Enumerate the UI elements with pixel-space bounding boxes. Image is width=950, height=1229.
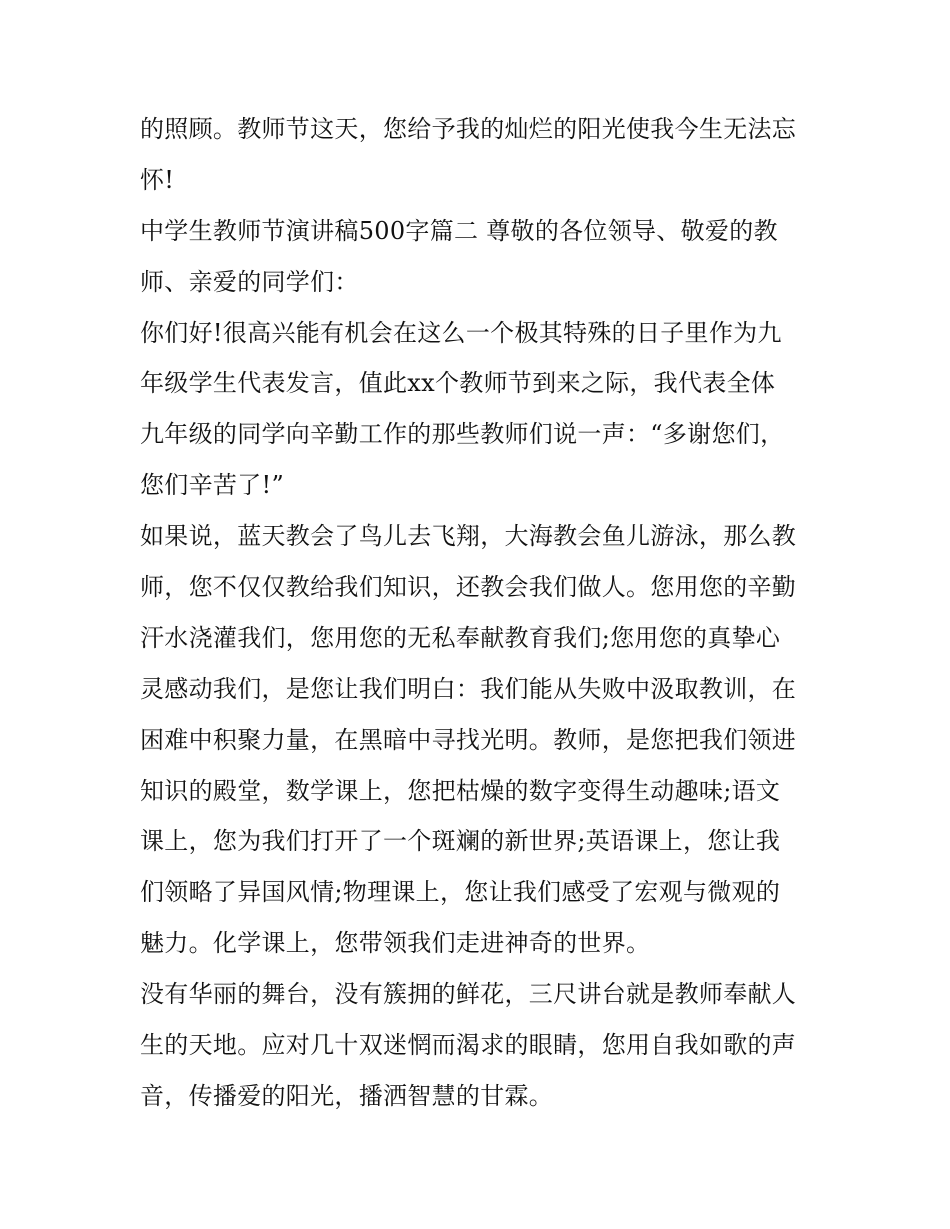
text-line: 灵感动我们，是您让我们明白：我们能从失败中汲取教训，在	[140, 674, 797, 703]
text-line: 汗水浇灌我们，您用您的无私奉献教育我们;您用您的真挚心	[140, 623, 781, 652]
text-line: 您们辛苦了!”	[140, 471, 285, 500]
text-line: 们领略了异国风情;物理课上，您让我们感受了宏观与微观的	[140, 878, 781, 907]
text-line: 师、亲爱的同学们：	[140, 267, 359, 296]
text-line: 困难中积聚力量，在黑暗中寻找光明。教师，是您把我们领进	[140, 725, 797, 754]
text-line: 如果说，蓝天教会了鸟儿去飞翔，大海教会鱼儿游泳，那么教	[140, 522, 797, 551]
text-line: 怀!	[140, 165, 175, 194]
text-line: 你们好!很高兴能有机会在这么一个极其特殊的日子里作为九	[140, 318, 782, 347]
text-line: 的照顾。教师节这天，您给予我的灿烂的阳光使我今生无法忘	[140, 115, 797, 143]
document-body	[140, 104, 820, 1122]
text-line: 没有华丽的舞台，没有簇拥的鲜花，三尺讲台就是教师奉献人	[140, 980, 797, 1009]
text-line: 年级学生代表发言，值此xx个教师节到来之际，我代表全体	[140, 369, 776, 398]
text-line: 生的天地。应对几十双迷惘而渴求的眼睛，您用自我如歌的声	[140, 1031, 797, 1060]
text-line: 课上，您为我们打开了一个斑斓的新世界;英语课上，您让我	[140, 827, 781, 856]
text-line: 知识的殿堂，数学课上，您把枯燥的数字变得生动趣味;语文	[140, 776, 781, 805]
text-line: 魅力。化学课上，您带领我们走进神奇的世界。	[140, 929, 651, 958]
text-line: 九年级的同学向辛勤工作的那些教师们说一声：“多谢您们，	[140, 420, 785, 449]
text-line: 师，您不仅仅教给我们知识，还教会我们做人。您用您的辛勤	[140, 573, 797, 602]
text-line: 音，传播爱的阳光，播洒智慧的甘霖。	[140, 1081, 554, 1110]
section-heading-line: 中学生教师节演讲稿500字篇二 尊敬的各位领导、敬爱的教	[140, 216, 778, 245]
